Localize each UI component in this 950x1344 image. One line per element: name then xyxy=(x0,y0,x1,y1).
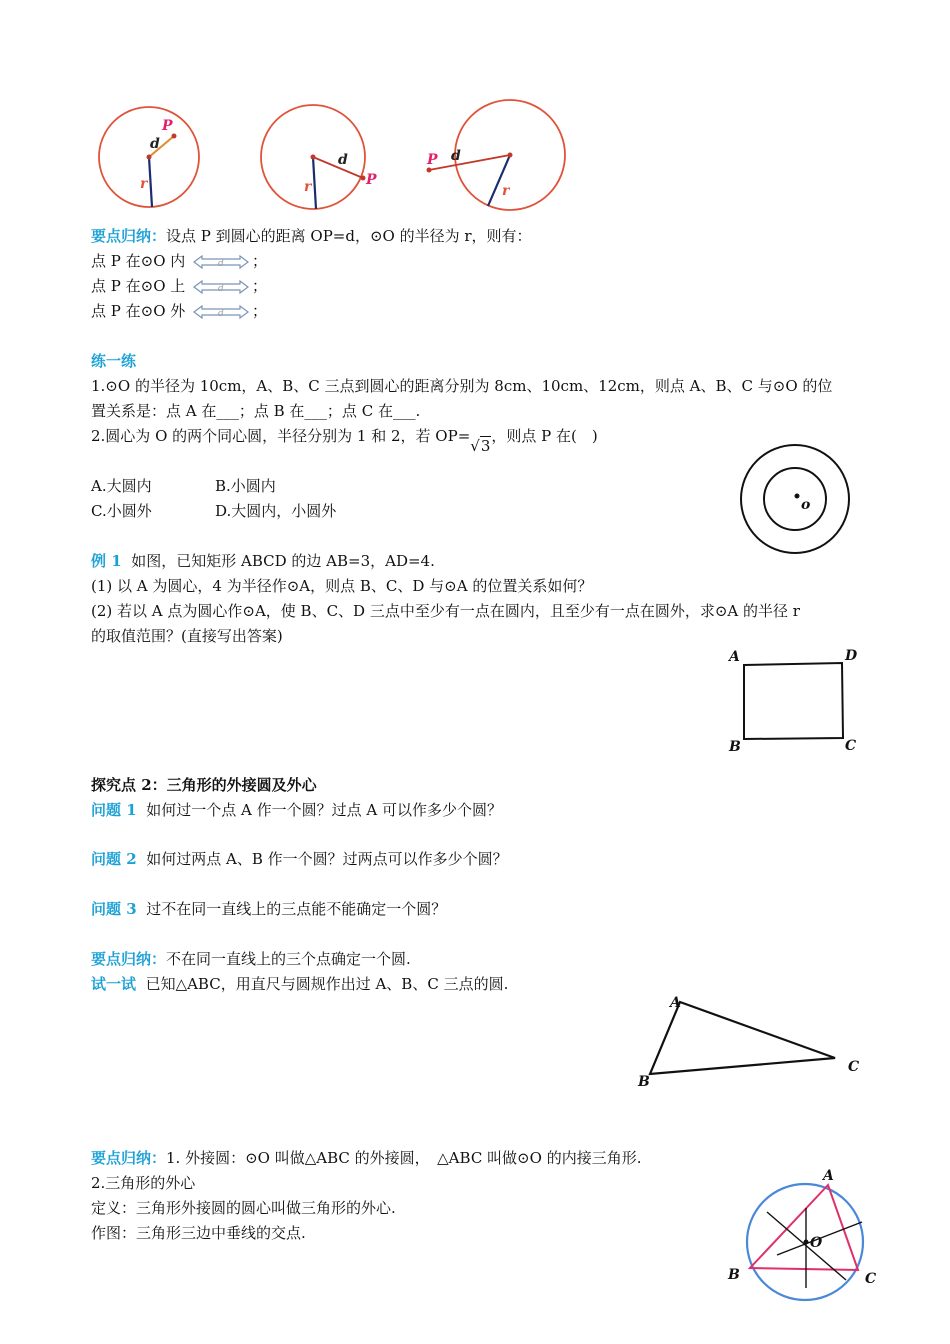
practice-q1-line1: 1.⊙O 的半径为 10cm，A、B、C 三点到圆心的距离分别为 8cm、10cm、12cm，则点 A、B、C 与⊙O 的位 xyxy=(91,377,833,395)
svg-text:B: B xyxy=(729,739,741,755)
svg-text:B: B xyxy=(728,1267,740,1283)
label-P: P xyxy=(427,152,438,168)
summary2-line1: 要点归纳：1. 外接圆：⊙O 叫做△ABC 的外接圆， △ABC 叫做⊙O 的内接三角形. xyxy=(91,1149,642,1167)
label-o: o xyxy=(801,497,811,513)
svg-text:d: d xyxy=(218,309,224,319)
practice-q2: 2.圆心为 O 的两个同心圆，半径分别为 1 和 2，若 OP=√3，则点 P 在( ) xyxy=(91,427,598,455)
svg-text:d: d xyxy=(218,259,224,269)
svg-text:B: B xyxy=(638,1074,650,1090)
example1-line3: (2) 若以 A 点为圆心作⊙A，使 B、C、D 三点中至少有一点在圆内，且至少有一点在圆外，求⊙A 的半径 r xyxy=(91,602,800,620)
question2: 问题 2 如何过两点 A、B 作一个圆？过两点可以作多少个圆？ xyxy=(91,850,508,868)
point-circle-figures xyxy=(90,98,580,213)
example1-heading: 例 1 xyxy=(91,552,122,570)
example1-line1: 例 1 如图，已知矩形 ABCD 的边 AB=3，AD=4. xyxy=(91,552,435,570)
sqrt-expression: √3 xyxy=(470,437,491,455)
question3: 问题 3 过不在同一直线上的三点能不能确定一个圆？ xyxy=(91,900,447,918)
double-arrow-icon xyxy=(192,280,250,294)
example1-line2: (1) 以 A 为圆心，4 为半径作⊙A，则点 B、C、D 与⊙A 的位置关系如何？ xyxy=(91,577,593,595)
option-c: C.小圆外 xyxy=(91,502,152,520)
explore2-summary: 要点归纳：不在同一直线上的三个点确定一个圆. xyxy=(91,950,411,968)
circumcircle-figure xyxy=(722,1160,887,1305)
relation-on: 点 P 在⊙O 上 d ； xyxy=(91,277,268,295)
svg-text:D: D xyxy=(845,648,858,664)
double-arrow-icon xyxy=(192,255,250,269)
label-r: r xyxy=(502,183,510,199)
label-d: d xyxy=(150,136,160,152)
double-arrow-icon xyxy=(192,305,250,319)
practice-heading: 练一练 xyxy=(91,352,137,370)
practice-q1-line2: 置关系是：点 A 在___；点 B 在___；点 C 在___. xyxy=(91,402,421,420)
label-r: r xyxy=(304,179,312,195)
label-d: d xyxy=(338,152,348,168)
relation-outside-text: 点 P 在⊙O 外 xyxy=(91,302,186,320)
label-d: d xyxy=(451,148,461,164)
option-b: B.小圆内 xyxy=(215,477,276,495)
svg-text:A: A xyxy=(729,649,740,665)
question1: 问题 1 如何过一个点 A 作一个圆？过点 A 可以作多少个圆？ xyxy=(91,801,502,819)
rectangle-abcd-figure xyxy=(725,645,865,760)
triangle-abc-figure xyxy=(630,990,870,1095)
label-P: P xyxy=(162,118,173,134)
svg-text:A: A xyxy=(823,1168,834,1184)
summary-heading: 要点归纳： xyxy=(91,227,167,245)
relation-inside: 点 P 在⊙O 内 d ； xyxy=(91,252,268,270)
label-P: P xyxy=(366,172,377,188)
try-it: 试一试 已知△ABC，用直尺与圆规作出过 A、B、C 三点的圆. xyxy=(91,975,509,993)
relation-inside-text: 点 P 在⊙O 内 xyxy=(91,252,186,270)
svg-text:O: O xyxy=(810,1235,823,1251)
summary-intro xyxy=(91,226,532,246)
explore2-title: 探究点 2：三角形的外接圆及外心 xyxy=(91,776,317,794)
svg-text:C: C xyxy=(845,738,857,754)
concentric-circles-figure xyxy=(738,444,854,556)
svg-text:A: A xyxy=(670,995,681,1011)
relation-outside: 点 P 在⊙O 外 d ； xyxy=(91,302,268,320)
option-d: D.大圆内，小圆外 xyxy=(215,502,337,520)
svg-text:C: C xyxy=(848,1059,860,1075)
svg-text:d: d xyxy=(218,284,224,294)
summary2-line4: 作图：三角形三边中垂线的交点. xyxy=(91,1224,306,1242)
summary2-line3: 定义：三角形外接圆的圆心叫做三角形的外心. xyxy=(91,1199,396,1217)
relation-on-text: 点 P 在⊙O 上 xyxy=(91,277,186,295)
summary-text: 设点 P 到圆心的距离 OP=d，⊙O 的半径为 r，则有： xyxy=(166,227,532,245)
example1-line4: 的取值范围？(直接写出答案) xyxy=(91,627,283,645)
summary2-line2: 2.三角形的外心 xyxy=(91,1174,196,1192)
option-a: A.大圆内 xyxy=(91,477,152,495)
label-r: r xyxy=(140,176,148,192)
svg-text:C: C xyxy=(865,1271,877,1287)
